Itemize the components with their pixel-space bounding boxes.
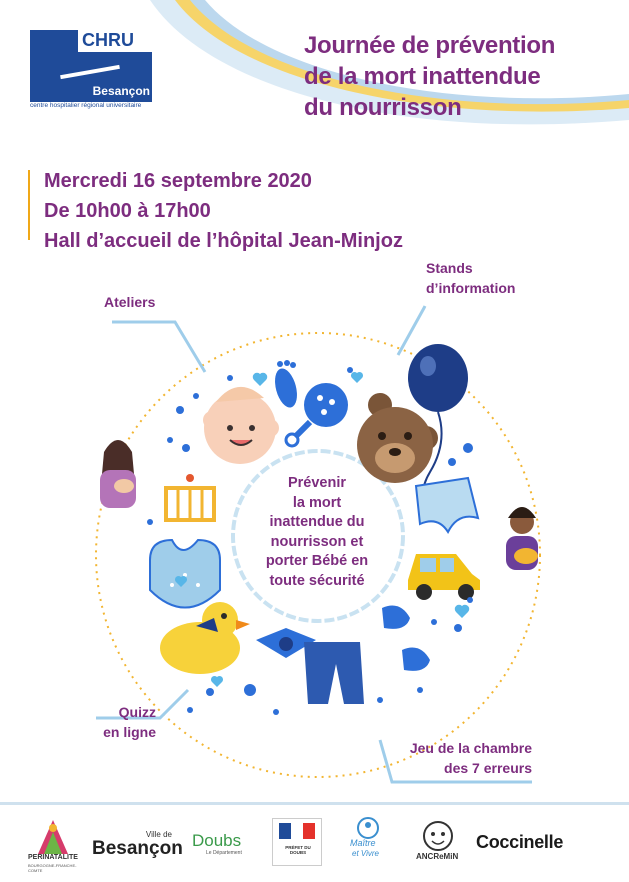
- logo-subtitle: centre hospitalier régional universitaire: [30, 102, 142, 109]
- footer-divider: [0, 802, 629, 805]
- center-line-3: inattendue du: [269, 514, 365, 530]
- ancremin-logo: [414, 818, 462, 866]
- perinatalite-logo: [28, 816, 78, 873]
- event-date: Mercredi 16 septembre 2020: [44, 170, 312, 192]
- ville-besancon-logo: [92, 830, 182, 859]
- rubber-duck-icon: [160, 602, 250, 674]
- quizz-label: [80, 702, 156, 742]
- stands-label-line-1: Stands: [426, 260, 473, 276]
- baby-shoes-icon: [382, 606, 430, 671]
- maitre-text-line-1: Maître: [350, 838, 376, 848]
- center-line-4: nourrisson et: [270, 533, 364, 550]
- coccinelle-logo: [476, 832, 606, 853]
- perinatalite-sub-text: BOURGOGNE-FRANCHE-COMTE: [28, 863, 77, 873]
- coccinelle-text: Coccinelle: [476, 832, 564, 852]
- maitre-text-line-2: et Vivre: [352, 849, 379, 858]
- event-hours: De 10h00 à 17h00: [44, 200, 211, 222]
- event-location: Hall d’accueil de l’hôpital Jean-Minjoz: [44, 230, 403, 252]
- chru-logo: [30, 30, 152, 112]
- title-line-2: de la mort inattendue: [304, 63, 541, 90]
- baby-pants-icon: [304, 642, 364, 704]
- stands-label: [426, 258, 515, 298]
- stands-line: [398, 306, 425, 355]
- quizz-label-line-1: Quizz: [118, 704, 156, 720]
- jeu-label-line-2: des 7 erreurs: [444, 760, 532, 776]
- toy-car-icon: [408, 554, 480, 600]
- baby-face-icon: [203, 387, 279, 464]
- diaper-icon: [416, 478, 478, 532]
- title-line-3: du nourrisson: [304, 94, 462, 121]
- center-line-6: toute sécurité: [269, 572, 365, 589]
- event-info: [44, 166, 403, 256]
- center-line-5: porter Bébé en: [265, 553, 369, 569]
- prefet-text: PRÉFET DU DOUBS: [285, 845, 311, 855]
- perinatalite-emblem-icon: [28, 816, 78, 856]
- crib-icon: [166, 474, 214, 520]
- ateliers-line: [112, 322, 205, 372]
- logo-chru-text: CHRU: [82, 30, 134, 50]
- mother-right-icon: [506, 507, 538, 570]
- footprint-icon: [271, 360, 301, 410]
- page-title: [304, 30, 614, 123]
- mother-left-icon: [100, 440, 136, 508]
- title-line-1: Journée de prévention: [304, 32, 556, 59]
- bib-icon: [150, 540, 220, 608]
- jeu-label: [380, 738, 532, 778]
- jeu-label-line-1: Jeu de la chambre: [409, 740, 532, 756]
- center-line-1: Prévenir: [287, 475, 347, 491]
- prefet-logo: [272, 818, 322, 866]
- ville-de-text: Ville de: [145, 830, 172, 839]
- perinatalite-text: PERINATALITE: [28, 854, 78, 861]
- ancremin-baby-icon: [414, 818, 462, 854]
- stands-label-line-2: d’information: [426, 280, 516, 296]
- center-message: [252, 474, 382, 591]
- ateliers-label: Ateliers: [104, 294, 156, 310]
- center-line-2: la mort: [292, 494, 342, 511]
- doubs-logo: [192, 832, 266, 856]
- doubs-sub-text: Le Département: [206, 850, 242, 856]
- ancremin-text: ANCReMiN: [416, 852, 459, 861]
- besancon-text: Besançon: [92, 838, 183, 859]
- maitre-et-vivre-logo: [346, 816, 390, 866]
- doubs-text: Doubs: [192, 831, 242, 850]
- logo-city-text: Besançon: [92, 84, 150, 98]
- quizz-label-line-2: en ligne: [103, 724, 156, 740]
- event-accent-bar: [28, 170, 30, 240]
- french-flag-icon: [279, 823, 315, 839]
